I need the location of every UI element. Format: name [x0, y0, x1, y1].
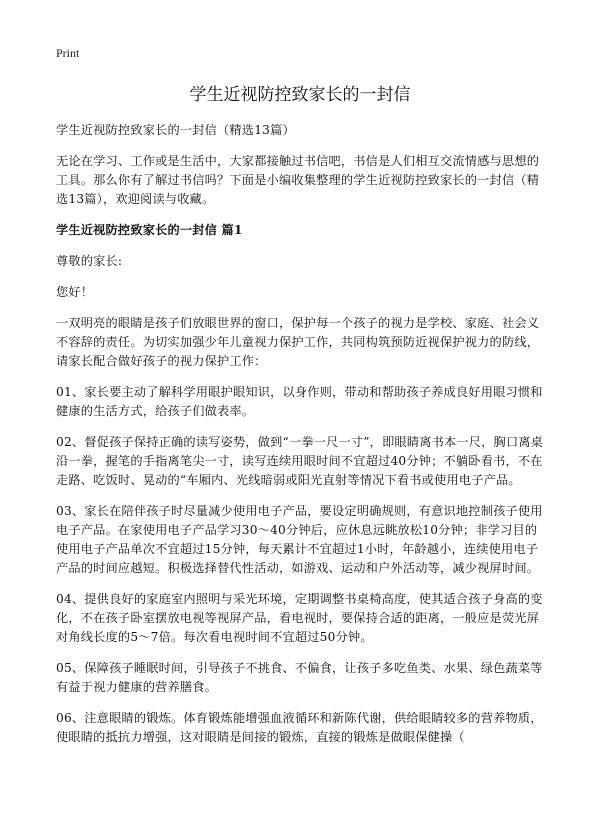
- document-subtitle: 学生近视防控致家长的一封信（精选13篇）: [56, 123, 295, 137]
- body-paragraph: 06、注意眼睛的锻炼。体育锻炼能增强血液循环和新陈代谢，供给眼睛较多的营养物质，使眼睛的抵抗力增强，这对眼睛是间接的锻炼，直接的锻炼是做眼保健操（: [56, 711, 543, 744]
- document-body: [56, 121, 546, 759]
- salutation: 尊敬的家长:: [56, 254, 123, 268]
- section-heading: 学生近视防控致家长的一封信 篇1: [56, 223, 243, 237]
- body-paragraph: 03、家长在陪伴孩子时尽量减少使用电子产品，要设定明确规则，有意识地控制孩子使用电子产品。在家使用电子产品学习30～40分钟后，应休息远眺放松10分钟；非学习目的使用电子产品单次不宜超过15分钟，每天累计不宜超过1小时，年龄越小，连续使用电子产品的时间应越短。积极选择替代性活动，如游戏、运动和户外活动等，减少视屏时间。: [56, 504, 543, 575]
- body-paragraph: 04、提供良好的家庭室内照明与采光环境，定期调整书桌椅高度，使其适合孩子身高的变化，不在孩子卧室摆放电视等视屏产品，看电视时，要保持合适的距离，一般应是荧光屏对角线长度的5～7倍。每次看电视时间不宜超过50分钟。: [56, 592, 543, 644]
- body-paragraph: 01、家长要主动了解科学用眼护眼知识，以身作则，带动和帮助孩子养成良好用眼习惯和健康的生活方式，给孩子们做表率。: [56, 385, 543, 418]
- print-link[interactable]: Print: [56, 46, 80, 60]
- document-title: 学生近视防控致家长的一封信: [189, 85, 411, 105]
- intro-paragraph: 无论在学习、工作或是生活中，大家都接触过书信吧，书信是人们相互交流情感与思想的工具。那么你有了解过书信吗？下面是小编收集整理的学生近视防控致家长的一封信（精选13篇），欢迎阅读与收藏。: [56, 154, 540, 206]
- body-paragraph: 一双明亮的眼睛是孩子们放眼世界的窗口，保护每一个孩子的视力是学校、家庭、社会义不容辞的责任。为切实加强少年儿童视力保护工作，共同构筑预防近视保护视力的防线，请家长配合做好孩子的视力保护工作：: [56, 316, 540, 368]
- body-paragraph: 05、保障孩子睡眠时间，引导孩子不挑食、不偏食，让孩子多吃鱼类、水果、绿色蔬菜等有益于视力健康的营养膳食。: [56, 661, 543, 694]
- greeting: 您好！: [56, 285, 94, 299]
- body-paragraph: 02、督促孩子保持正确的读写姿势，做到“一拳一尺一寸”，即眼睛离书本一尺，胸口离桌沿一拳，握笔的手指离笔尖一寸，读写连续用眼时间不宜超过40分钟；不躺卧看书，不在走路、吃饭时、晃动的“车厢内、光线暗弱或阳光直射等情况下看书或使用电子产品。: [56, 435, 544, 487]
